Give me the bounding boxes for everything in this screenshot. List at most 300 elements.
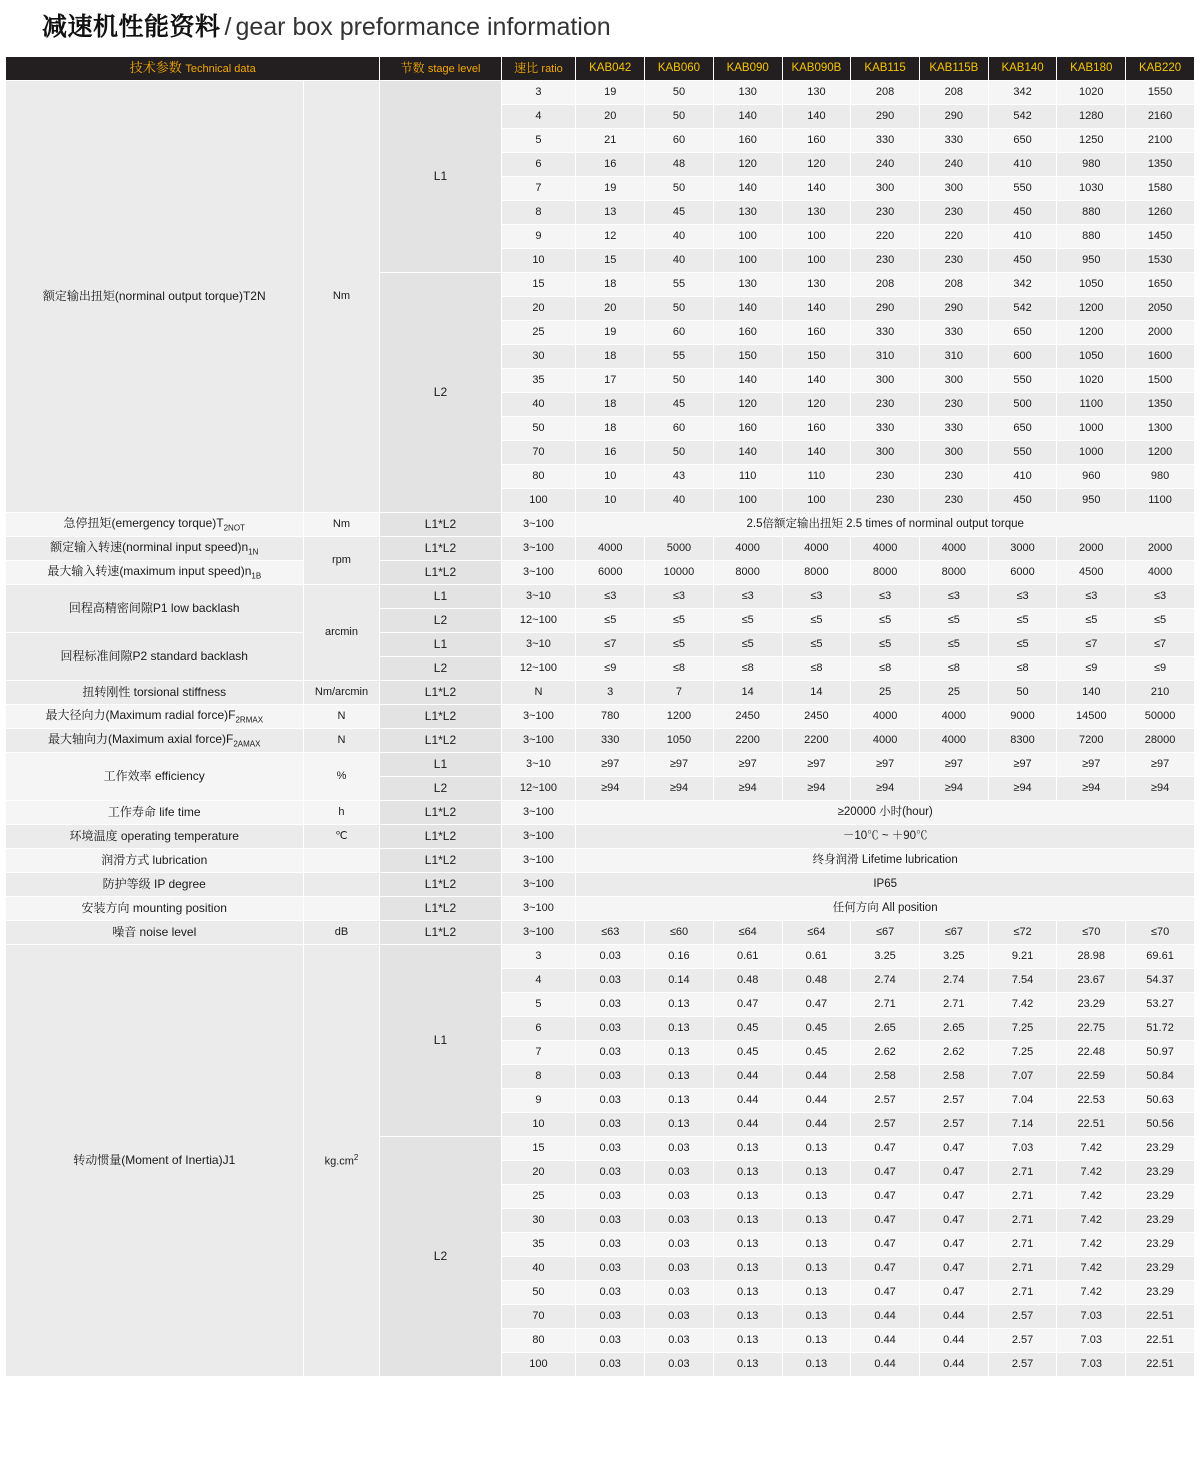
value-cell: 1100 (1057, 393, 1126, 417)
value-cell: 0.47 (919, 1281, 988, 1305)
value-cell: 140 (713, 441, 782, 465)
table-row (6, 513, 1195, 537)
row-label-efficiency: 工作效率 efficiency (6, 753, 304, 801)
row-label-operating-temperature: 环境温度 operating temperature (6, 825, 304, 849)
ratio-cell: 50 (501, 417, 576, 441)
value-cell: 0.44 (851, 1305, 920, 1329)
value-cell: ≥97 (713, 753, 782, 777)
value-cell: 2.71 (919, 993, 988, 1017)
value-cell: 1600 (1126, 345, 1195, 369)
value-cell: 22.75 (1057, 1017, 1126, 1041)
value-cell: ≤9 (1126, 657, 1195, 681)
value-cell: ≤5 (645, 633, 714, 657)
value-cell: 48 (645, 153, 714, 177)
value-cell: 0.13 (645, 1041, 714, 1065)
value-cell: 1280 (1057, 105, 1126, 129)
value-cell: 45 (645, 201, 714, 225)
value-cell: 1020 (1057, 369, 1126, 393)
ratio-cell: 12~100 (501, 609, 576, 633)
value-cell: 60 (645, 417, 714, 441)
table-row (6, 873, 1195, 897)
value-cell: 9.21 (988, 945, 1057, 969)
page-title (0, 0, 1200, 56)
value-cell: 0.03 (645, 1185, 714, 1209)
value-cell: 18 (576, 393, 645, 417)
value-cell: 0.44 (919, 1353, 988, 1377)
value-cell: 100 (782, 489, 851, 513)
table-row (6, 849, 1195, 873)
value-cell: 240 (919, 153, 988, 177)
ratio-cell: 9 (501, 1089, 576, 1113)
value-cell: 23.29 (1126, 1233, 1195, 1257)
value-cell: 0.13 (782, 1137, 851, 1161)
value-mounting-note: 任何方向 All position (576, 897, 1195, 921)
value-cell: 342 (988, 273, 1057, 297)
value-cell: 19 (576, 321, 645, 345)
value-cell: ≤72 (988, 921, 1057, 945)
value-cell: ≤64 (782, 921, 851, 945)
value-cell: 40 (645, 249, 714, 273)
value-cell: 120 (782, 153, 851, 177)
value-cell: 20 (576, 297, 645, 321)
value-cell: 0.44 (782, 1089, 851, 1113)
value-cell: 9000 (988, 705, 1057, 729)
header-model-KAB180: KAB180 (1057, 57, 1126, 81)
value-cell: 100 (782, 225, 851, 249)
value-cell: 1250 (1057, 129, 1126, 153)
value-cell: 7.42 (1057, 1137, 1126, 1161)
value-cell: 0.03 (576, 1065, 645, 1089)
value-cell: ≤5 (782, 609, 851, 633)
value-cell: 410 (988, 153, 1057, 177)
value-cell: ≥94 (713, 777, 782, 801)
value-cell: ≤3 (851, 585, 920, 609)
stage-l1l2: L1*L2 (380, 561, 501, 585)
value-cell: 2.57 (851, 1089, 920, 1113)
ratio-cell: 30 (501, 345, 576, 369)
unit-cell: N (303, 705, 380, 729)
value-cell: 0.13 (713, 1209, 782, 1233)
value-cell: 950 (1057, 249, 1126, 273)
unit-nm: Nm (303, 513, 380, 537)
value-cell: 7.03 (1057, 1353, 1126, 1377)
value-cell: 54.37 (1126, 969, 1195, 993)
value-cell: 22.51 (1126, 1329, 1195, 1353)
value-cell: ≥94 (1057, 777, 1126, 801)
value-cell: 208 (851, 81, 920, 105)
value-cell: 0.13 (713, 1161, 782, 1185)
value-cell: 7 (645, 681, 714, 705)
value-cell: 0.03 (645, 1281, 714, 1305)
value-cell: 550 (988, 441, 1057, 465)
value-cell: 5000 (645, 537, 714, 561)
value-cell: 17 (576, 369, 645, 393)
value-cell: 650 (988, 129, 1057, 153)
value-cell: ≤5 (919, 609, 988, 633)
value-cell: ≤8 (713, 657, 782, 681)
unit-cell (303, 897, 380, 921)
value-cell: 45 (645, 393, 714, 417)
value-cell: 300 (919, 369, 988, 393)
unit-nm: Nm (303, 81, 380, 513)
value-cell: 0.03 (576, 1281, 645, 1305)
value-cell: 550 (988, 369, 1057, 393)
value-cell: 220 (919, 225, 988, 249)
value-cell: 1020 (1057, 81, 1126, 105)
value-cell: ≤3 (782, 585, 851, 609)
value-cell: 0.47 (851, 1233, 920, 1257)
value-cell: 0.47 (851, 1185, 920, 1209)
ratio-cell: 8 (501, 201, 576, 225)
value-cell: 0.47 (851, 1257, 920, 1281)
value-cell: 600 (988, 345, 1057, 369)
value-cell: 290 (919, 105, 988, 129)
value-cell: ≥94 (988, 777, 1057, 801)
row-label-maximum-axial-force: 最大轴向力(Maximum axial $force)F_{2AMAX}$ (6, 729, 304, 753)
value-cell: 450 (988, 249, 1057, 273)
value-cell: 0.45 (782, 1017, 851, 1041)
value-cell: 1000 (1057, 441, 1126, 465)
value-cell: 55 (645, 273, 714, 297)
value-cell: ≤67 (919, 921, 988, 945)
value-cell: 0.47 (919, 1257, 988, 1281)
value-cell: 208 (919, 273, 988, 297)
value-cell: 50 (645, 297, 714, 321)
header-model-KAB220: KAB220 (1126, 57, 1195, 81)
ratio-cell: 4 (501, 969, 576, 993)
value-cell: 3.25 (851, 945, 920, 969)
value-cell: 0.03 (645, 1257, 714, 1281)
ratio-cell: 25 (501, 321, 576, 345)
value-cell: 100 (713, 249, 782, 273)
value-cell: 1260 (1126, 201, 1195, 225)
stage-cell: L1*L2 (380, 729, 501, 753)
value-cell: 0.03 (576, 1257, 645, 1281)
value-cell: 130 (782, 81, 851, 105)
value-cell: 23.29 (1057, 993, 1126, 1017)
value-cell: 0.13 (713, 1137, 782, 1161)
ratio-cell: 70 (501, 1305, 576, 1329)
stage-l1l2: L1*L2 (380, 849, 501, 873)
value-cell: 22.51 (1126, 1353, 1195, 1377)
value-cell: 150 (713, 345, 782, 369)
value-cell: ≥94 (1126, 777, 1195, 801)
stage-cell: L1*L2 (380, 921, 501, 945)
ratio-cell: 3 (501, 945, 576, 969)
value-cell: 50 (645, 441, 714, 465)
value-cell: ≤5 (919, 633, 988, 657)
value-cell: 310 (919, 345, 988, 369)
unit-cell: ℃ (303, 825, 380, 849)
value-cell: 14 (782, 681, 851, 705)
stage-l1: L1 (380, 81, 501, 273)
value-cell: 50 (645, 105, 714, 129)
stage-l1: L1 (380, 585, 501, 609)
unit-rpm: rpm (303, 537, 380, 585)
value-ip-note: IP65 (576, 873, 1195, 897)
value-cell: 0.13 (645, 1065, 714, 1089)
value-cell: 15 (576, 249, 645, 273)
value-cell: 2.71 (988, 1281, 1057, 1305)
value-cell: 140 (782, 297, 851, 321)
value-cell: 330 (919, 321, 988, 345)
value-cell: 22.48 (1057, 1041, 1126, 1065)
value-cell: 160 (713, 321, 782, 345)
value-cell: 2.74 (851, 969, 920, 993)
ratio-cell: 50 (501, 1281, 576, 1305)
value-cell: 650 (988, 321, 1057, 345)
value-cell: ≤5 (645, 609, 714, 633)
value-cell: ≤3 (645, 585, 714, 609)
value-cell: 2.58 (851, 1065, 920, 1089)
value-cell: 342 (988, 81, 1057, 105)
value-cell: 1100 (1126, 489, 1195, 513)
value-cell: 0.03 (576, 1113, 645, 1137)
stage-l2: L2 (380, 1137, 501, 1377)
value-cell: 290 (851, 297, 920, 321)
value-cell: 0.13 (782, 1161, 851, 1185)
value-cell: 0.45 (713, 1041, 782, 1065)
page-title-separator: / (224, 13, 232, 41)
ratio-cell: 12~100 (501, 657, 576, 681)
value-cell: 300 (851, 441, 920, 465)
value-cell: 2200 (782, 729, 851, 753)
value-cell: 1200 (645, 705, 714, 729)
value-cell: 0.48 (713, 969, 782, 993)
value-cell: 130 (782, 273, 851, 297)
value-cell: 0.44 (851, 1329, 920, 1353)
value-cell: 25 (919, 681, 988, 705)
value-cell: 2.71 (988, 1209, 1057, 1233)
value-cell: 780 (576, 705, 645, 729)
ratio-cell: 35 (501, 1233, 576, 1257)
value-cell: 0.03 (645, 1137, 714, 1161)
value-cell: 2000 (1126, 321, 1195, 345)
value-cell: 23.29 (1126, 1137, 1195, 1161)
value-cell: 160 (782, 321, 851, 345)
unit-cell (303, 873, 380, 897)
value-cell: ≤5 (851, 633, 920, 657)
table-row (6, 705, 1195, 729)
ratio-cell: 35 (501, 369, 576, 393)
value-cell: 2.71 (988, 1161, 1057, 1185)
value-cell: ≥97 (576, 753, 645, 777)
specification-table (5, 56, 1195, 1377)
header-ratio: 速比 ratio (501, 57, 576, 81)
value-cell: ≥94 (576, 777, 645, 801)
table-row (6, 825, 1195, 849)
value-emergency-torque-note: 2.5倍额定输出扭矩 2.5 times of norminal output torque (576, 513, 1195, 537)
value-cell: 2.58 (919, 1065, 988, 1089)
ratio-cell: 100 (501, 1353, 576, 1377)
value-cell: 2160 (1126, 105, 1195, 129)
value-cell: 0.44 (782, 1113, 851, 1137)
value-cell: 50 (988, 681, 1057, 705)
value-cell: ≤5 (1126, 609, 1195, 633)
ratio-cell: 3~100 (501, 801, 576, 825)
row-label-nominal-input-speed: 额定输入转速(norminal input $speed)n_{1N}$ (6, 537, 304, 561)
value-cell: 4000 (782, 537, 851, 561)
value-cell: 0.13 (782, 1281, 851, 1305)
value-cell: 4000 (1126, 561, 1195, 585)
value-cell: 960 (1057, 465, 1126, 489)
value-cell: 140 (1057, 681, 1126, 705)
value-cell: 230 (851, 393, 920, 417)
value-cell: 2450 (782, 705, 851, 729)
value-cell: 240 (851, 153, 920, 177)
ratio-cell: 3 (501, 81, 576, 105)
value-cell: 230 (919, 489, 988, 513)
row-label-maximum-radial-force: 最大径向力(Maximum radial $force)F_{2RMAX}$ (6, 705, 304, 729)
stage-cell: L1*L2 (380, 681, 501, 705)
value-cell: 69.61 (1126, 945, 1195, 969)
stage-l2: L2 (380, 777, 501, 801)
ratio-cell: 3~100 (501, 537, 576, 561)
table-row (6, 729, 1195, 753)
value-cell: 330 (851, 417, 920, 441)
value-cell: 0.13 (713, 1233, 782, 1257)
value-cell: ≤8 (851, 657, 920, 681)
value-cell: ≤5 (782, 633, 851, 657)
table-row (6, 633, 1195, 657)
value-cell: 300 (919, 177, 988, 201)
value-cell: 300 (851, 177, 920, 201)
value-cell: 7.14 (988, 1113, 1057, 1137)
value-cell: ≤7 (1057, 633, 1126, 657)
value-cell: 110 (713, 465, 782, 489)
value-cell: 950 (1057, 489, 1126, 513)
value-cell: 1200 (1126, 441, 1195, 465)
table-row (6, 81, 1195, 105)
value-life-time-note: ≥20000 小时(hour) (576, 801, 1195, 825)
value-cell: 50 (645, 177, 714, 201)
value-cell: ≥97 (919, 753, 988, 777)
value-cell: 210 (1126, 681, 1195, 705)
value-cell: 230 (851, 465, 920, 489)
value-cell: ≥97 (645, 753, 714, 777)
page-title-en: gear box preformance information (235, 13, 611, 41)
value-cell: 16 (576, 153, 645, 177)
value-cell: 1350 (1126, 393, 1195, 417)
value-cell: 0.44 (919, 1305, 988, 1329)
value-cell: 0.03 (576, 1089, 645, 1113)
ratio-cell: 25 (501, 1185, 576, 1209)
value-cell: 18 (576, 345, 645, 369)
ratio-cell: 3~10 (501, 753, 576, 777)
value-cell: 7.03 (1057, 1305, 1126, 1329)
value-cell: 28.98 (1057, 945, 1126, 969)
stage-l1l2: L1*L2 (380, 801, 501, 825)
value-cell: 8000 (851, 561, 920, 585)
value-cell: 0.13 (645, 1017, 714, 1041)
ratio-cell: 3~10 (501, 633, 576, 657)
value-cell: 542 (988, 105, 1057, 129)
value-cell: 0.03 (576, 1185, 645, 1209)
value-cell: 18 (576, 273, 645, 297)
value-cell: 0.13 (713, 1305, 782, 1329)
value-cell: 12 (576, 225, 645, 249)
value-cell: 2.57 (919, 1113, 988, 1137)
header-model-KAB115: KAB115 (851, 57, 920, 81)
ratio-cell: 9 (501, 225, 576, 249)
value-cell: 0.03 (576, 969, 645, 993)
value-cell: 23.29 (1126, 1209, 1195, 1233)
header-model-KAB140: KAB140 (988, 57, 1057, 81)
value-cell: 160 (782, 417, 851, 441)
header-stage-level: 节数 stage level (380, 57, 501, 81)
value-cell: 0.13 (645, 1089, 714, 1113)
ratio-cell: 10 (501, 249, 576, 273)
value-cell: 230 (851, 201, 920, 225)
stage-l1l2: L1*L2 (380, 513, 501, 537)
value-cell: 23.29 (1126, 1185, 1195, 1209)
table-body (6, 57, 1195, 1377)
value-cell: 2.57 (988, 1353, 1057, 1377)
value-cell: 0.44 (851, 1353, 920, 1377)
value-cell: 7.42 (1057, 1257, 1126, 1281)
ratio-cell: 100 (501, 489, 576, 513)
row-label-life-time: 工作寿命 life time (6, 801, 304, 825)
value-cell: 0.03 (576, 993, 645, 1017)
value-cell: 0.03 (645, 1161, 714, 1185)
value-cell: 2000 (1126, 537, 1195, 561)
ratio-cell: 3~100 (501, 705, 576, 729)
value-cell: 50.63 (1126, 1089, 1195, 1113)
value-cell: 100 (782, 249, 851, 273)
value-cell: 0.14 (645, 969, 714, 993)
value-cell: 10000 (645, 561, 714, 585)
ratio-cell: 3~100 (501, 897, 576, 921)
value-cell: 6000 (576, 561, 645, 585)
value-cell: 55 (645, 345, 714, 369)
value-cell: 0.44 (713, 1113, 782, 1137)
stage-l1: L1 (380, 753, 501, 777)
value-cell: 28000 (1126, 729, 1195, 753)
value-cell: ≤70 (1057, 921, 1126, 945)
value-cell: 23.67 (1057, 969, 1126, 993)
table-row (6, 801, 1195, 825)
value-cell: 0.03 (576, 1209, 645, 1233)
value-cell: 0.16 (645, 945, 714, 969)
value-cell: 4000 (919, 729, 988, 753)
row-label-moment-of-inertia: 转动惯量(Moment of Inertia)J1 (6, 945, 304, 1377)
value-cell: 4000 (713, 537, 782, 561)
value-cell: 1030 (1057, 177, 1126, 201)
value-cell: 7.25 (988, 1041, 1057, 1065)
value-cell: 0.47 (851, 1209, 920, 1233)
value-cell: 22.59 (1057, 1065, 1126, 1089)
value-cell: 22.53 (1057, 1089, 1126, 1113)
value-cell: 290 (851, 105, 920, 129)
table-row (6, 537, 1195, 561)
value-cell: 0.47 (851, 1281, 920, 1305)
stage-l1: L1 (380, 633, 501, 657)
stage-l1l2: L1*L2 (380, 873, 501, 897)
row-label-nominal-output-torque: 额定输出扭矩(norminal output torque)T2N (6, 81, 304, 513)
value-cell: 2200 (713, 729, 782, 753)
value-cell: 19 (576, 177, 645, 201)
value-cell: 230 (919, 465, 988, 489)
header-model-KAB042: KAB042 (576, 57, 645, 81)
ratio-cell: 40 (501, 393, 576, 417)
value-cell: 0.03 (576, 945, 645, 969)
value-cell: 50 (645, 369, 714, 393)
value-cell: ≤5 (713, 609, 782, 633)
value-cell: 0.13 (782, 1353, 851, 1377)
value-cell: ≥94 (919, 777, 988, 801)
value-cell: 3.25 (919, 945, 988, 969)
value-cell: 1500 (1126, 369, 1195, 393)
